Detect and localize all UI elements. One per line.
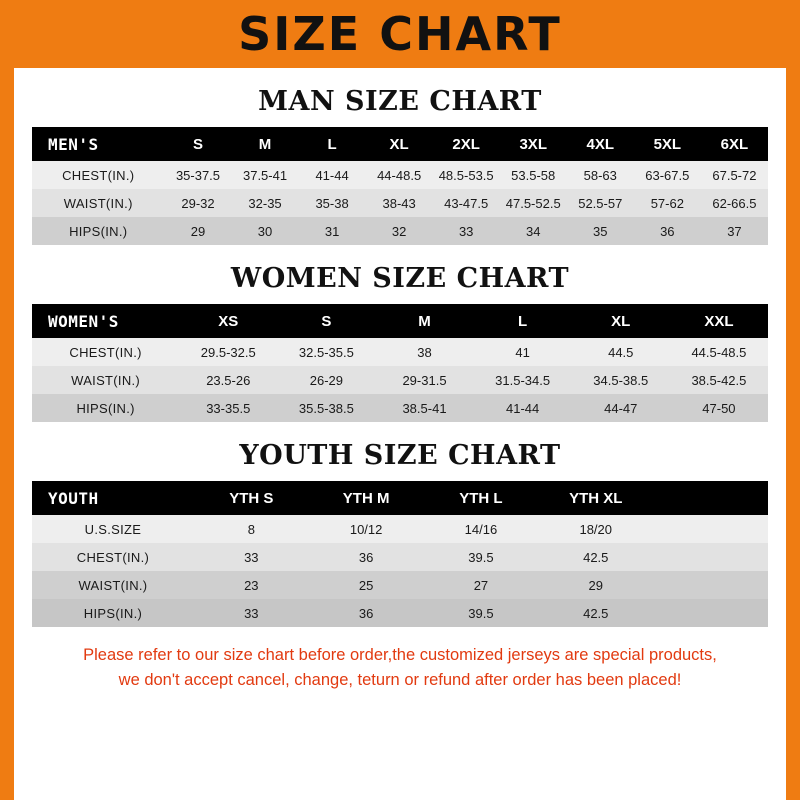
men-row-0-label: CHEST(IN.) bbox=[62, 167, 135, 183]
men-cell-1-6: 52.5-57 bbox=[578, 195, 623, 211]
women-cell-2-2: 38.5-41 bbox=[402, 400, 447, 416]
women-cell-1-5: 38.5-42.5 bbox=[691, 372, 747, 388]
youth-size-section bbox=[14, 440, 786, 627]
youth-cell-1-2: 39.5 bbox=[468, 549, 494, 565]
men-cell-2-3: 32 bbox=[391, 223, 407, 239]
youth-corner-label: YOUTH bbox=[48, 488, 99, 508]
men-cell-0-7: 63-67.5 bbox=[645, 167, 690, 183]
women-corner-label: WOMEN'S bbox=[48, 311, 119, 331]
youth-cell-1-0: 33 bbox=[244, 549, 259, 565]
men-cell-2-0: 29 bbox=[190, 223, 206, 239]
youth-cell-3-0: 33 bbox=[244, 605, 259, 621]
youth-cell-0-3: 18/20 bbox=[579, 521, 613, 537]
men-cell-1-3: 38-43 bbox=[382, 195, 416, 211]
men-col-6: 4XL bbox=[586, 135, 615, 153]
women-cell-0-3: 41 bbox=[515, 344, 530, 360]
men-cell-2-8: 37 bbox=[727, 223, 742, 239]
youth-row-0-label: U.S.SIZE bbox=[84, 521, 142, 537]
men-section-title: MAN SIZE CHART bbox=[258, 86, 542, 117]
youth-col-2: YTH L bbox=[459, 489, 503, 507]
women-col-1: S bbox=[321, 312, 332, 330]
women-cell-1-0: 23.5-26 bbox=[206, 372, 251, 388]
youth-row-2-label: WAIST(IN.) bbox=[78, 577, 148, 593]
table-header-row bbox=[32, 127, 768, 161]
men-cell-0-8: 67.5-72 bbox=[712, 167, 757, 183]
men-col-8: 6XL bbox=[720, 135, 749, 153]
youth-cell-0-0: 8 bbox=[247, 521, 255, 537]
men-cell-2-1: 30 bbox=[257, 223, 273, 239]
men-row-2-label: HIPS(IN.) bbox=[69, 223, 128, 239]
table-row bbox=[32, 543, 768, 571]
men-col-4: 2XL bbox=[452, 135, 480, 153]
men-corner-label: MEN'S bbox=[48, 134, 99, 154]
men-cell-0-2: 41-44 bbox=[315, 167, 349, 183]
women-cell-2-4: 44-47 bbox=[604, 400, 638, 416]
footer-line-1: Please refer to our size chart before order,the customized jerseys are special products, bbox=[83, 646, 717, 664]
women-cell-2-3: 41-44 bbox=[506, 400, 540, 416]
women-size-section bbox=[14, 263, 786, 422]
women-col-0: XS bbox=[218, 312, 239, 330]
men-cell-1-4: 43-47.5 bbox=[444, 195, 489, 211]
table-header-row bbox=[32, 304, 768, 338]
men-size-section bbox=[14, 86, 786, 245]
table-row bbox=[32, 599, 768, 627]
women-col-4: XL bbox=[611, 312, 631, 330]
women-col-5: XXL bbox=[704, 312, 734, 330]
men-cell-0-3: 44-48.5 bbox=[377, 167, 422, 183]
women-cell-0-0: 29.5-32.5 bbox=[200, 344, 256, 360]
youth-section-title: YOUTH SIZE CHART bbox=[239, 440, 561, 471]
youth-cell-2-1: 25 bbox=[358, 577, 374, 593]
table-row bbox=[32, 394, 768, 422]
youth-cell-3-1: 36 bbox=[358, 605, 374, 621]
men-col-1: M bbox=[258, 135, 272, 153]
women-row-0-label: CHEST(IN.) bbox=[69, 344, 142, 360]
table-header-row bbox=[32, 481, 768, 515]
men-col-0: S bbox=[192, 135, 203, 153]
men-col-5: 3XL bbox=[519, 135, 547, 153]
women-col-2: M bbox=[418, 312, 431, 330]
men-cell-1-7: 57-62 bbox=[650, 195, 684, 211]
page-banner bbox=[0, 0, 800, 68]
men-size-table bbox=[32, 127, 768, 245]
women-cell-0-4: 44.5 bbox=[608, 344, 634, 360]
women-cell-2-0: 33-35.5 bbox=[206, 400, 251, 416]
men-cell-1-0: 29-32 bbox=[181, 195, 215, 211]
table-row bbox=[32, 217, 768, 245]
men-cell-1-2: 35-38 bbox=[315, 195, 349, 211]
youth-row-3-label: HIPS(IN.) bbox=[83, 605, 143, 621]
women-cell-2-1: 35.5-38.5 bbox=[298, 400, 354, 416]
table-row bbox=[32, 515, 768, 543]
women-col-3: L bbox=[518, 312, 528, 330]
men-cell-2-6: 35 bbox=[593, 223, 608, 239]
men-cell-2-4: 33 bbox=[458, 223, 474, 239]
youth-cell-0-2: 14/16 bbox=[464, 521, 498, 537]
men-col-3: XL bbox=[389, 135, 409, 153]
table-row bbox=[32, 161, 768, 189]
women-cell-0-5: 44.5-48.5 bbox=[691, 344, 747, 360]
women-cell-1-4: 34.5-38.5 bbox=[593, 372, 649, 388]
youth-col-1: YTH M bbox=[342, 489, 390, 507]
table-row bbox=[32, 571, 768, 599]
youth-size-table bbox=[32, 481, 768, 627]
men-cell-0-1: 37.5-41 bbox=[242, 167, 288, 183]
youth-cell-2-3: 29 bbox=[588, 577, 603, 593]
youth-cell-1-3: 42.5 bbox=[583, 549, 609, 565]
youth-cell-2-0: 23 bbox=[244, 577, 259, 593]
men-cell-0-0: 35-37.5 bbox=[175, 167, 221, 183]
women-cell-2-5: 47-50 bbox=[702, 400, 736, 416]
men-cell-2-5: 34 bbox=[525, 223, 541, 239]
men-cell-2-7: 36 bbox=[660, 223, 675, 239]
women-row-1-label: WAIST(IN.) bbox=[71, 372, 141, 388]
youth-row-1-label: CHEST(IN.) bbox=[76, 549, 150, 565]
youth-cell-0-1: 10/12 bbox=[349, 521, 383, 537]
youth-cell-3-spacer bbox=[653, 599, 768, 627]
men-cell-1-1: 32-35 bbox=[248, 195, 282, 211]
youth-col-3: YTH XL bbox=[569, 489, 623, 507]
table-row bbox=[32, 189, 768, 217]
table-row bbox=[32, 366, 768, 394]
men-col-2: L bbox=[327, 135, 337, 153]
youth-cell-1-1: 36 bbox=[358, 549, 374, 565]
footer-line-2: we don't accept cancel, change, teturn or refund after order has been placed! bbox=[118, 670, 682, 689]
youth-cell-2-spacer bbox=[653, 571, 768, 599]
youth-cell-3-3: 42.5 bbox=[583, 605, 609, 621]
women-cell-1-2: 29-31.5 bbox=[402, 372, 447, 388]
youth-col-spacer bbox=[653, 481, 768, 515]
women-section-title: WOMEN SIZE CHART bbox=[230, 263, 570, 294]
men-cell-1-5: 47.5-52.5 bbox=[505, 195, 561, 211]
men-cell-2-2: 31 bbox=[324, 223, 340, 239]
men-col-7: 5XL bbox=[653, 135, 682, 153]
women-cell-1-1: 26-29 bbox=[309, 372, 343, 388]
women-cell-0-2: 38 bbox=[417, 344, 432, 360]
youth-col-0: YTH S bbox=[229, 489, 274, 507]
youth-cell-2-2: 27 bbox=[473, 577, 489, 593]
women-cell-0-1: 32.5-35.5 bbox=[298, 344, 354, 360]
youth-cell-0-spacer bbox=[653, 515, 768, 543]
men-row-1-label: WAIST(IN.) bbox=[63, 195, 133, 211]
men-cell-0-6: 58-63 bbox=[583, 167, 617, 183]
women-size-table bbox=[32, 304, 768, 422]
women-row-2-label: HIPS(IN.) bbox=[76, 400, 135, 416]
men-cell-0-5: 53.5-58 bbox=[511, 167, 556, 183]
men-cell-0-4: 48.5-53.5 bbox=[438, 167, 494, 183]
youth-cell-3-2: 39.5 bbox=[468, 605, 494, 621]
men-cell-1-8: 62-66.5 bbox=[712, 195, 757, 211]
footer-disclaimer bbox=[14, 643, 786, 693]
women-cell-1-3: 31.5-34.5 bbox=[495, 372, 551, 388]
table-row bbox=[32, 338, 768, 366]
youth-cell-1-spacer bbox=[653, 543, 768, 571]
page-title: SIZE CHART bbox=[238, 7, 562, 61]
